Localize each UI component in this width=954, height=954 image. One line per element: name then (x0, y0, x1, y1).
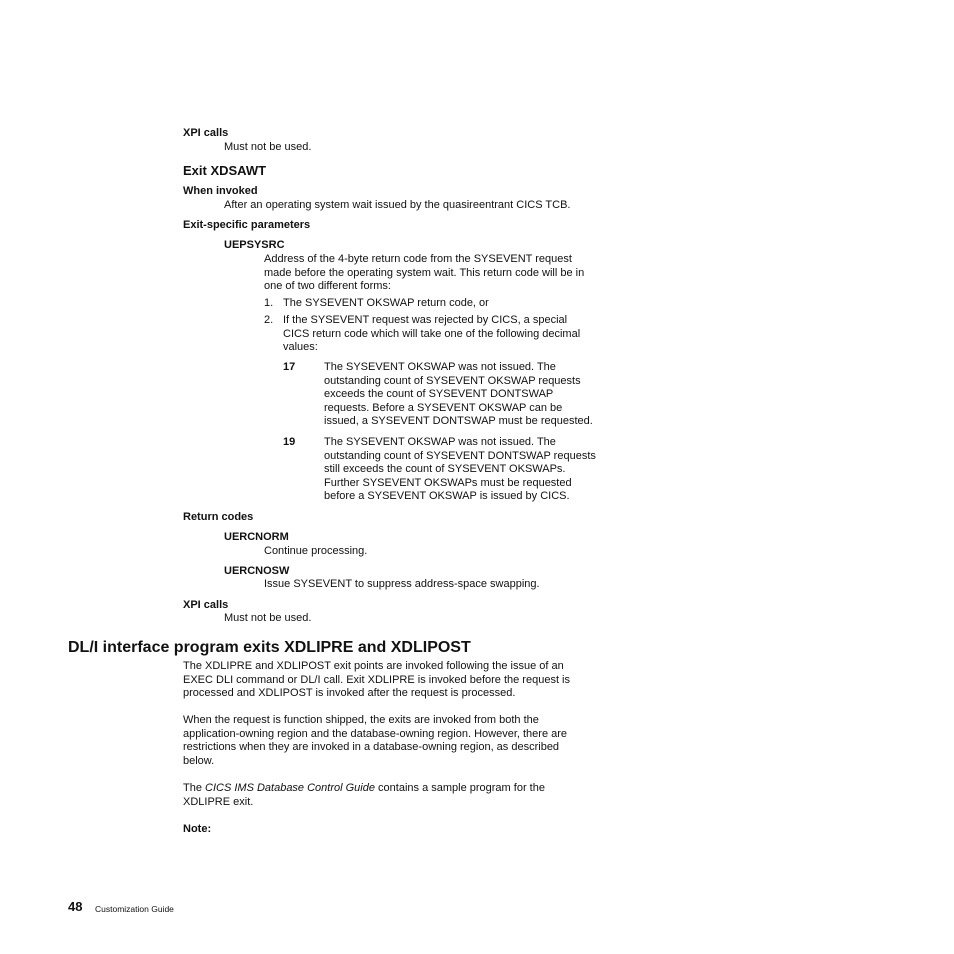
uepsysrc-desc-line: one of two different forms: (264, 280, 391, 293)
code-desc-line: Further SYSEVENT OKSWAPs must be requested (324, 476, 572, 489)
uercnorm-desc: Continue processing. (264, 545, 368, 557)
xpi-calls-term: XPI calls (183, 599, 229, 611)
xpi-calls-desc: Must not be used. (224, 612, 312, 624)
list-item-marker: 1. (264, 297, 274, 309)
uepsysrc-desc-line: Address of the 4-byte return code from the SYSEVENT request (264, 253, 572, 265)
paragraph-line: The XDLIPRE and XDLIPOST exit points are invoked following the issue of an (183, 660, 564, 672)
paragraph-line: restrictions when they are invoked in a database-owning region, as described (183, 741, 560, 754)
code-19-term: 19 (283, 436, 296, 448)
uercnosw-desc: Issue SYSEVENT to suppress address-space swapping. (264, 578, 540, 590)
book-title: Customization Guide (95, 904, 174, 914)
list-item-marker: 2. (264, 314, 274, 326)
code-desc-line: outstanding count of SYSEVENT DONTSWAP requests (324, 449, 596, 462)
dli-paragraph-1 (183, 660, 570, 701)
code-desc-line: exceeds the count of SYSEVENT DONTSWAP (324, 388, 554, 401)
return-codes-term: Return codes (183, 511, 254, 523)
code-desc-line: issued, a SYSEVENT DONTSWAP must be requested. (324, 415, 593, 428)
paragraph-line: XDLIPRE exit. (183, 795, 254, 808)
note-label: Note: (183, 823, 212, 835)
paragraph-line: processed and XDLIPOST is invoked after the request is processed. (183, 687, 516, 700)
dli-paragraph-3 (183, 782, 545, 809)
paragraph-line (183, 782, 545, 796)
list-item-line: values: (283, 341, 318, 354)
uercnorm-term: UERCNORM (224, 531, 289, 543)
uercnosw-term: UERCNOSW (224, 565, 290, 577)
uepsysrc-term: UEPSYSRC (224, 239, 285, 251)
xpi-calls-term: XPI calls (183, 127, 229, 139)
list-item-text (283, 297, 489, 311)
paragraph-line: EXEC DLI command or DL/I call. Exit XDLIPRE is invoked before the request is (183, 673, 570, 686)
list-item-line: CICS return code which will take one of the following decimal (283, 327, 581, 340)
uepsysrc-desc (264, 253, 584, 294)
code-17-term: 17 (283, 361, 296, 373)
code-17-desc (324, 361, 593, 429)
code-19-desc (324, 436, 596, 504)
list-item-line: If the SYSEVENT request was rejected by CICS, a special (283, 314, 568, 326)
code-desc-line: still exceeds the count of SYSEVENT OKSWAPs. (324, 463, 566, 476)
uepsysrc-desc-line: made before the operating system wait. This return code will be in (264, 266, 585, 279)
dli-paragraph-2 (183, 714, 567, 768)
text-run: contains a sample program for the (374, 782, 545, 794)
when-invoked-term: When invoked (183, 185, 258, 197)
exit-specific-parameters-term: Exit-specific parameters (183, 219, 311, 231)
paragraph-line: below. (183, 754, 215, 767)
xpi-calls-desc: Must not be used. (224, 141, 312, 153)
code-desc-line: The SYSEVENT OKSWAP was not issued. The (324, 436, 556, 448)
book-reference: CICS IMS Database Control Guide (205, 782, 375, 794)
when-invoked-desc: After an operating system wait issued by the quasireentrant CICS TCB. (224, 199, 571, 211)
list-item-line: The SYSEVENT OKSWAP return code, or (283, 297, 489, 309)
page-number: 48 (68, 899, 83, 914)
dli-section-heading: DL/I interface program exits XDLIPRE and XDLIPOST (68, 639, 471, 656)
text-run: The (183, 782, 206, 794)
code-desc-line: outstanding count of SYSEVENT OKSWAP requests (324, 374, 581, 387)
code-desc-line: The SYSEVENT OKSWAP was not issued. The (324, 361, 556, 373)
paragraph-line: When the request is function shipped, the exits are invoked from both the (183, 714, 539, 726)
code-desc-line: requests. Before a SYSEVENT OKSWAP can be (324, 401, 563, 414)
code-desc-line: before a SYSEVENT OKSWAP is issued by CICS. (324, 490, 570, 503)
list-item-text (283, 314, 580, 355)
exit-xdsawt-heading: Exit XDSAWT (183, 163, 267, 178)
paragraph-line: application-owning region and the database-owning region. However, there are (183, 727, 568, 740)
